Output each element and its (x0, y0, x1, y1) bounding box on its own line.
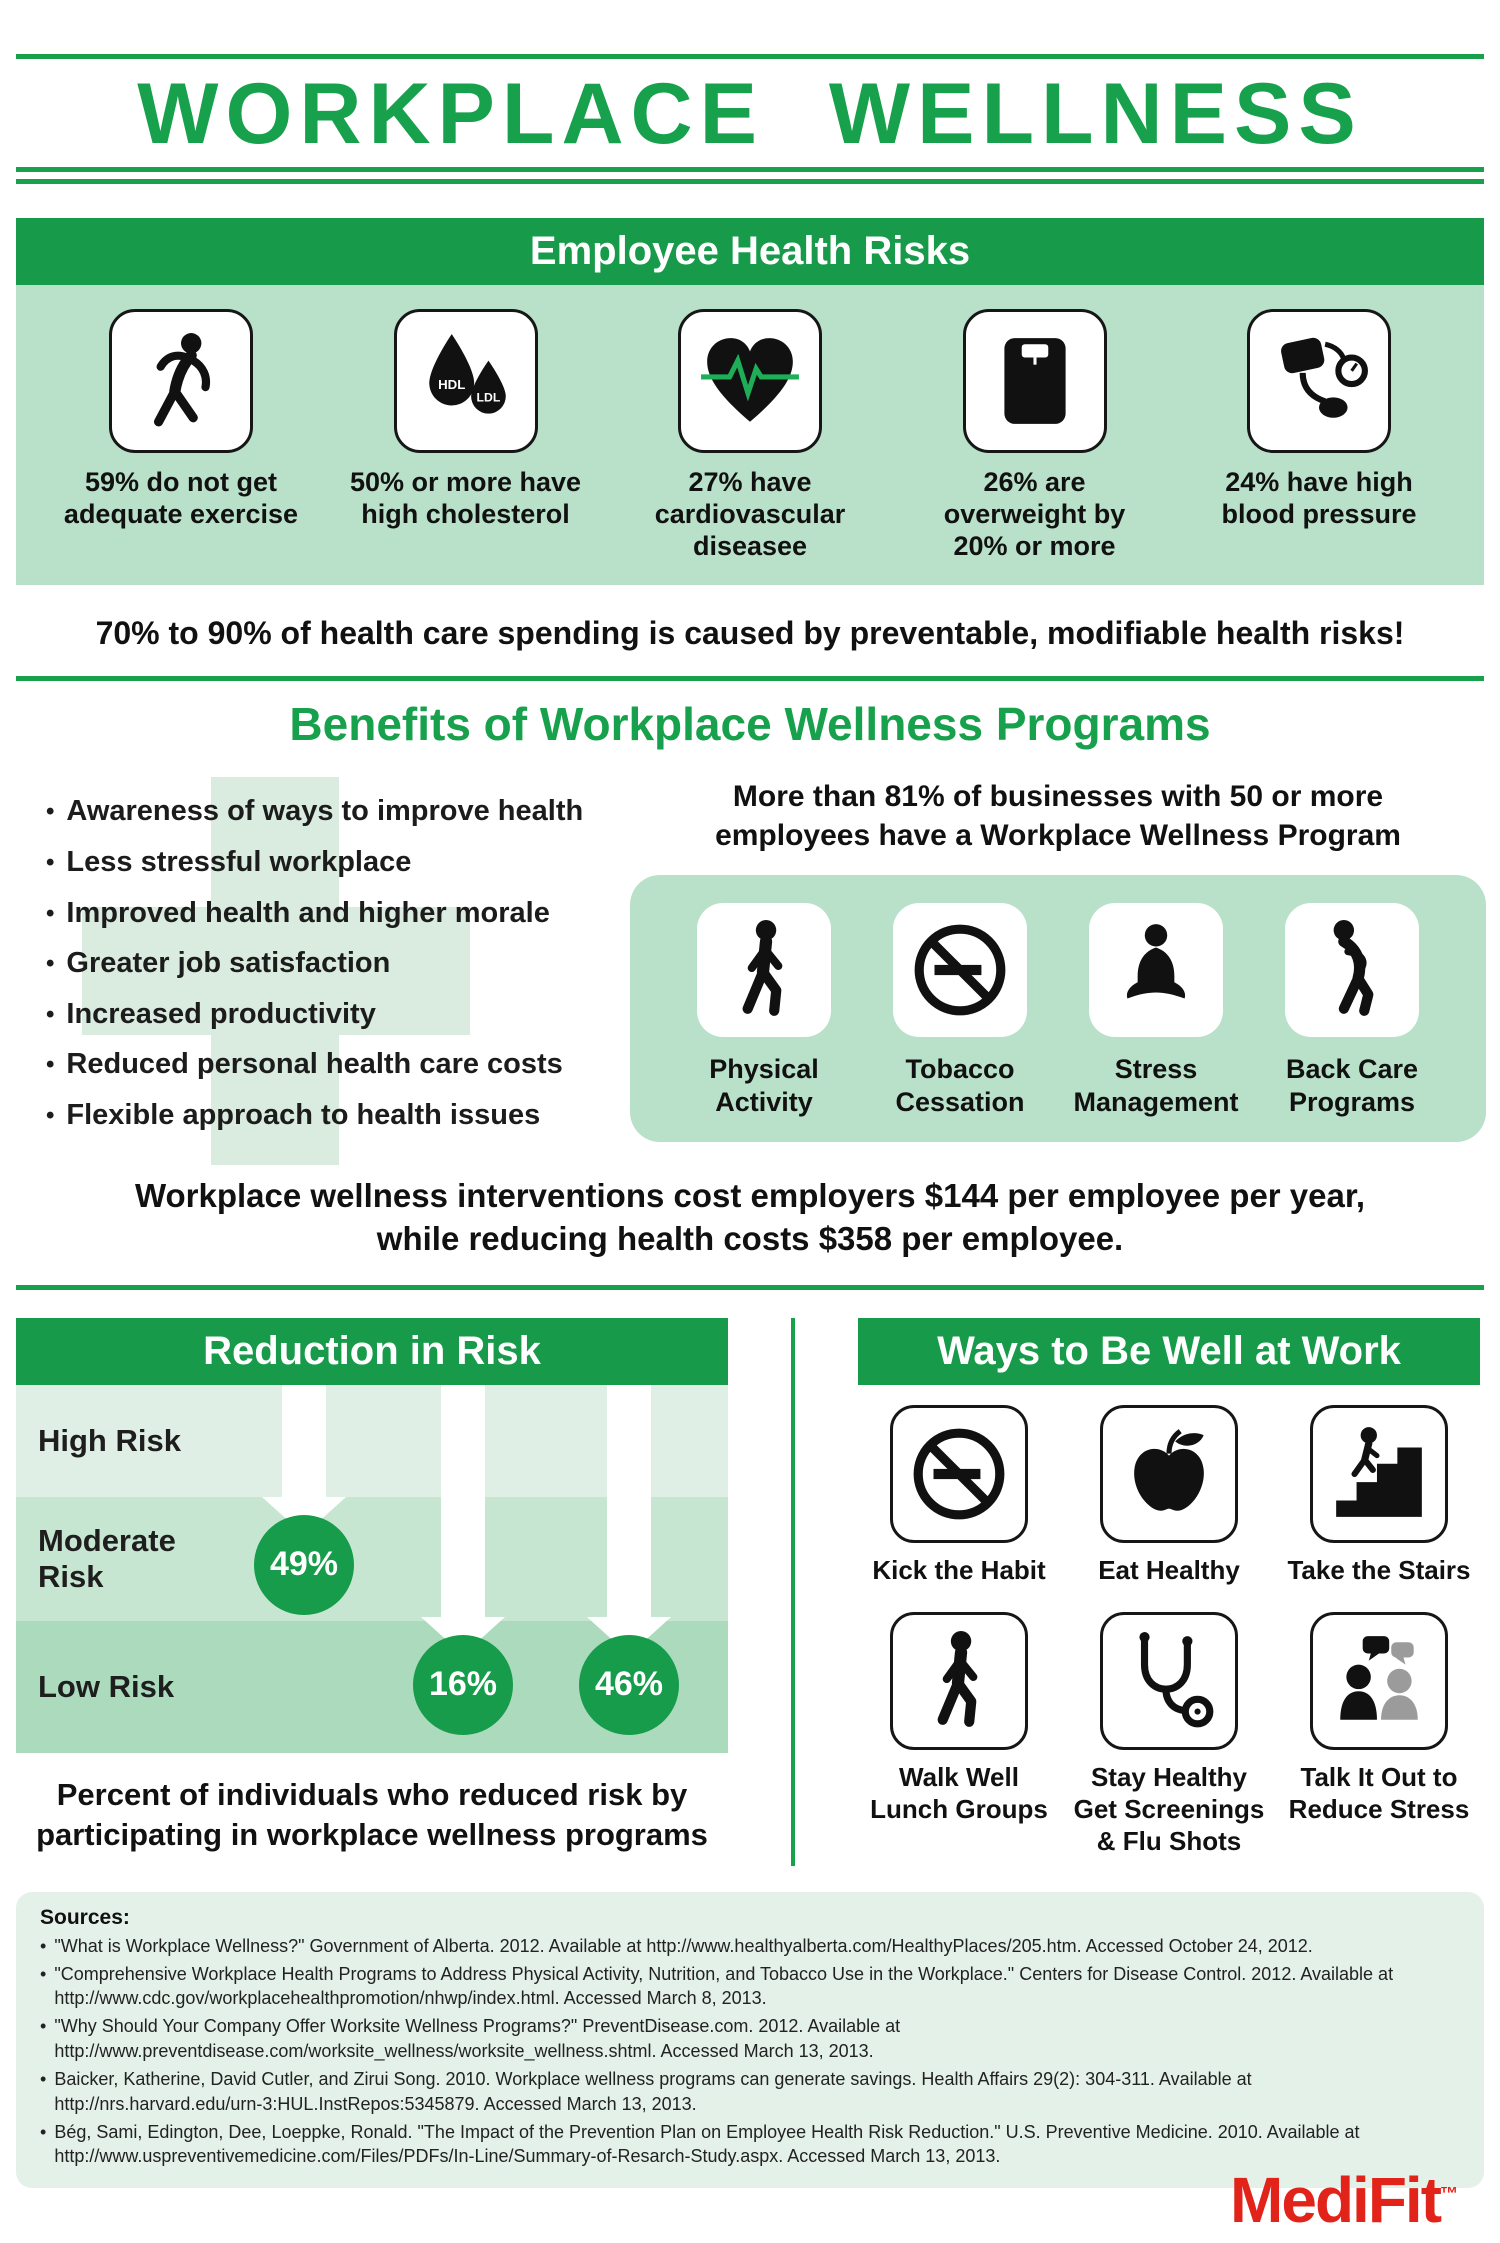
no-smoking-icon (893, 903, 1027, 1037)
divider (16, 1285, 1484, 1290)
program-back-care (1254, 903, 1450, 1118)
program-stress-management (1058, 903, 1254, 1118)
way-label: Take the Stairs (1287, 1554, 1471, 1585)
bullet-icon: • (40, 2068, 47, 2089)
benefit-text: Reduced personal health care costs (66, 1048, 563, 1081)
benefit-item (46, 846, 606, 880)
apple-icon (1100, 1405, 1238, 1543)
reduction-in-risk-panel (16, 1318, 728, 1856)
bullet-icon: • (46, 899, 55, 927)
benefit-text: Increased productivity (66, 997, 376, 1030)
cost-note (0, 1174, 1500, 1261)
source-item (40, 2120, 1460, 2170)
way-label: Eat Healthy (1098, 1554, 1240, 1585)
programs-column (606, 771, 1486, 1149)
meditation-icon (1089, 903, 1223, 1037)
health-risks-heading: Employee Health Risks (16, 218, 1484, 285)
cost-note-line2: while reducing health costs $358 per employee. (376, 1220, 1124, 1258)
bullet-icon: • (46, 1000, 55, 1028)
program-label: Back Care Programs (1285, 1054, 1419, 1117)
bullet-icon: • (40, 1935, 47, 1956)
program-label: Physical Activity (709, 1054, 819, 1117)
benefit-item (46, 1048, 606, 1082)
blood-pressure-icon (1247, 309, 1391, 453)
benefits-heading: Benefits of Workplace Wellness Programs (289, 698, 1211, 751)
bottom-section (16, 1318, 1484, 1866)
reduction-caption: Percent of individuals who reduced risk by participating in workplace wellness programs (36, 1776, 708, 1853)
reduction-heading: Reduction in Risk (16, 1318, 728, 1385)
ldl-label: LDL (476, 390, 500, 405)
bullet-icon: • (40, 2121, 47, 2142)
risk-item-exercise (50, 309, 312, 563)
bullet-icon: • (46, 849, 55, 877)
back-care-icon (1285, 903, 1419, 1037)
benefit-item (46, 897, 606, 931)
walking-icon (890, 1612, 1028, 1750)
program-label: Stress Management (1073, 1054, 1239, 1117)
benefit-item (46, 795, 606, 829)
benefit-item (46, 947, 606, 981)
divider (16, 676, 1484, 681)
way-take-the-stairs (1278, 1405, 1480, 1587)
program-label: Tobacco Cessation (895, 1054, 1025, 1117)
spending-note: 70% to 90% of health care spending is caused by preventable, modifiable health risks! (95, 614, 1405, 651)
way-label: Walk Well Lunch Groups (870, 1762, 1048, 1825)
risk-label: 24% have high blood pressure (1221, 467, 1417, 530)
risk-label: 26% are overweight by 20% or more (943, 467, 1126, 562)
stairs-icon (1310, 1405, 1448, 1543)
risk-label: 27% have cardiovascular diseasee (654, 467, 846, 562)
risk-reduction-chart (16, 1385, 728, 1753)
sources-panel (16, 1892, 1484, 2188)
brand-name: MediFit (1230, 2164, 1440, 2236)
percent-badge: 46% (579, 1635, 679, 1735)
page-title: WORKPLACE WELLNESS (137, 66, 1363, 162)
way-eat-healthy (1068, 1405, 1270, 1587)
source-text: Bég, Sami, Edington, Dee, Loeppke, Ronald. "The Impact of the Prevention Plan on Employee Health Risk Reduction." U.S. Preventive Medicine. 2010. Available at http://www.uspreventivemedicine.com/Files/PDFs/In-Line/Summary-of-Resarch-Study.aspx. Accessed March 13, 2013. (54, 2121, 1360, 2167)
programs-panel (630, 875, 1486, 1142)
risk-item-cholesterol (335, 309, 597, 563)
stethoscope-icon (1100, 1612, 1238, 1750)
percent-badge: 49% (254, 1515, 354, 1615)
way-kick-the-habit (858, 1405, 1060, 1587)
hdl-label: HDL (437, 377, 465, 393)
source-text: "Comprehensive Workplace Health Programs to Address Physical Activity, Nutrition, and Tobacco Use in the Workplace." Centers for Disease Control. 2012. Available at http://www.cdc.gov/workplacehealthpromotion/nhwp/index.html. Accessed March 8, 2013. (54, 1963, 1394, 2009)
walking-icon (697, 903, 831, 1037)
risk-label: 59% do not get adequate exercise (63, 467, 299, 530)
cost-note-line1: Workplace wellness interventions cost employers $144 per employee per year, (134, 1176, 1366, 1214)
band-label: High Risk (38, 1422, 181, 1458)
bullet-icon: • (46, 1102, 55, 1130)
scale-icon (963, 309, 1107, 453)
ways-grid (858, 1405, 1480, 1858)
way-stay-healthy (1068, 1612, 1270, 1857)
benefit-text: Greater job satisfaction (66, 947, 391, 980)
benefit-text: Improved health and higher morale (66, 896, 550, 929)
program-tobacco-cessation (862, 903, 1058, 1118)
ways-to-be-well-panel (858, 1318, 1480, 1858)
heart-ekg-icon (678, 309, 822, 453)
health-risks-section (16, 285, 1484, 585)
way-label: Stay Healthy Get Screenings & Flu Shots (1073, 1762, 1265, 1856)
down-arrow-icon (587, 1385, 671, 1655)
way-label: Talk It Out to Reduce Stress (1288, 1762, 1470, 1825)
ways-heading: Ways to Be Well at Work (858, 1318, 1480, 1385)
risk-item-cardiovascular (619, 309, 881, 563)
source-text: "What is Workplace Wellness?" Government of Alberta. 2012. Available at http://www.healthyalberta.com/HealthyPlaces/205.htm. Accessed October 24, 2012. (54, 1935, 1313, 1956)
no-smoking-icon (890, 1405, 1028, 1543)
down-arrow-icon (421, 1385, 505, 1655)
band-label: Moderate Risk (38, 1523, 176, 1594)
program-physical-activity (666, 903, 862, 1118)
benefits-list (16, 771, 606, 1149)
way-talk-it-out (1278, 1612, 1480, 1857)
bullet-icon: • (46, 798, 55, 826)
source-item (40, 2067, 1460, 2117)
source-text: Baicker, Katherine, David Cutler, and Zirui Song. 2010. Workplace wellness programs can generate savings. Health Affairs 29(2): 304-311. Available at http://nrs.harvard.edu/urn-3:HUL.InstRepos:5345879. Accessed March 13, 2013. (54, 2068, 1252, 2114)
sources-heading: Sources: (40, 1905, 130, 1929)
bullet-icon: • (46, 1051, 55, 1079)
source-item (40, 1962, 1460, 2012)
bullet-icon: • (46, 950, 55, 978)
exercise-icon (109, 309, 253, 453)
down-arrow-icon (262, 1385, 346, 1535)
risk-label: 50% or more have high cholesterol (349, 467, 582, 530)
top-divider (16, 54, 1484, 59)
trademark-symbol: ™ (1440, 2183, 1458, 2204)
benefit-item (46, 998, 606, 1032)
source-item (40, 2014, 1460, 2064)
benefit-text: Flexible approach to health issues (66, 1099, 541, 1132)
band-label: Low Risk (38, 1668, 175, 1704)
risk-item-overweight (904, 309, 1166, 563)
bullet-icon: • (40, 2016, 47, 2037)
column-divider (728, 1318, 858, 1866)
source-item (40, 1934, 1460, 1959)
programs-note: More than 81% of businesses with 50 or more employees have a Workplace Wellness Program (715, 780, 1401, 853)
source-text: "Why Should Your Company Offer Worksite Wellness Programs?" PreventDisease.com. 2012. Available at http://www.preventdisease.com/worksite_wellness/worksite_wellness.shtml. Accessed March 13, 2013. (54, 2016, 901, 2062)
benefit-text: Awareness of ways to improve health (66, 795, 584, 828)
way-label: Kick the Habit (872, 1554, 1046, 1585)
risk-item-blood-pressure (1188, 309, 1450, 563)
cholesterol-drops-icon (394, 309, 538, 453)
title-divider (16, 167, 1484, 184)
bullet-icon: • (40, 1963, 47, 1984)
benefits-section (16, 771, 1484, 1149)
benefit-text: Less stressful workplace (66, 846, 412, 879)
benefit-item (46, 1099, 606, 1133)
percent-badge: 16% (413, 1635, 513, 1735)
medifit-logo (1230, 2163, 1458, 2237)
talk-icon (1310, 1612, 1448, 1750)
way-walk-well (858, 1612, 1060, 1857)
